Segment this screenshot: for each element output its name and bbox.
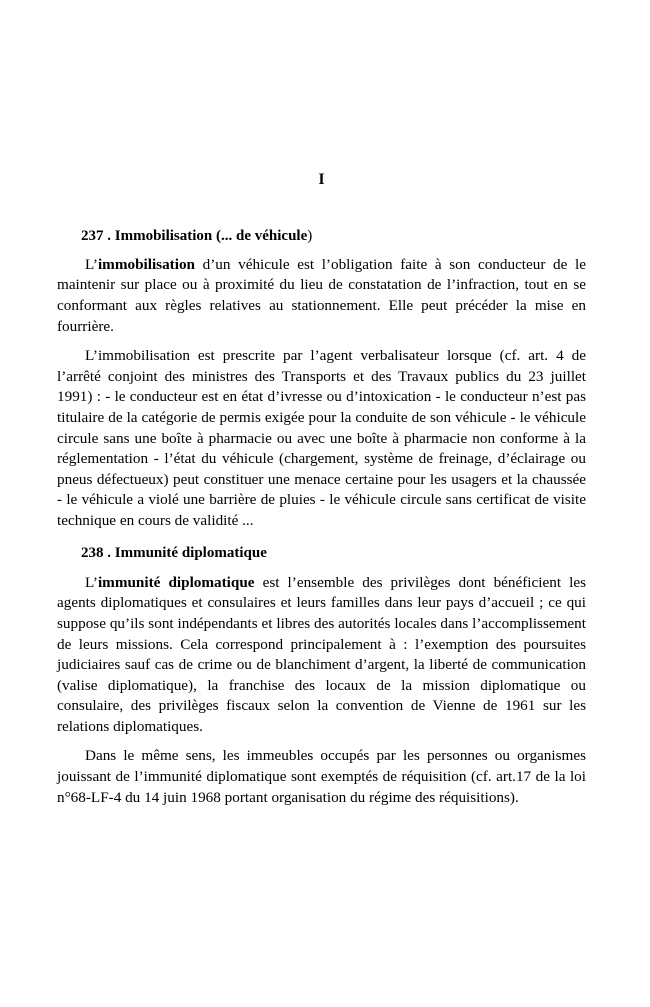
paragraph-238-2 bbox=[57, 746, 586, 808]
section-heading-237 bbox=[57, 226, 586, 246]
section-heading-238 bbox=[57, 543, 586, 563]
section-heading-238-bold: 238 . Immunité diplomatique bbox=[81, 545, 267, 562]
paragraph-238-1-lead: L’ bbox=[85, 573, 98, 591]
paragraph-237-1 bbox=[57, 255, 586, 337]
section-heading-237-tail: ) bbox=[307, 227, 313, 244]
section-238 bbox=[57, 543, 586, 808]
paragraph-237-1-lead: L’ bbox=[85, 255, 98, 273]
section-237 bbox=[57, 226, 586, 532]
section-heading-237-bold: 237 . Immobilisation (... de véhicule bbox=[81, 227, 308, 244]
paragraph-238-1-term: immunité diplomatique bbox=[97, 573, 255, 591]
paragraph-237-1-term: immobilisation bbox=[97, 255, 195, 273]
paragraph-237-2 bbox=[57, 346, 586, 531]
paragraph-237-2-body: L’immobilisation est prescrite par l’agent verbalisateur lorsque (cf. art. 4 de l’arrêté conjoint des ministres des Transports et des Travaux publics du 23 juillet 1991) : - le conducteur est en état d’ivresse ou d’intoxication - le conducteur n’est pas titulaire de la catégorie de permis exigée pour la conduite de son véhicule - le véhicule circule sans une boîte à pharmacie ou avec une boîte à pharmacie non conforme à la réglementation - l’état du véhicule (chargement, système de freinage, d’éclairage ou pneus défectueux) peut constituer une menace certaine pour les usagers et la chaussée - le véhicule a violé une barrière de pluies - le véhicule circule sans certificat de visite technique en cours de validité ... bbox=[57, 347, 586, 529]
page-title: I bbox=[318, 171, 325, 188]
paragraph-238-2-body: Dans le même sens, les immeubles occupés par les personnes ou organismes jouissant de l’immunité diplomatique sont exemptés de réquisition (cf. art.17 de la loi n°68-LF-4 du 14 juin 1968 portant organisation du régime des réquisitions). bbox=[57, 747, 586, 806]
paragraph-237-1-body: d’un véhicule est l’obligation faite à son conducteur de le maintenir sur place ou à proximité du lieu de constatation de l’infraction, tout en se conformant aux règles relatives au stationnement. Elle peut précéder la mise en fourrière. bbox=[57, 255, 586, 335]
paragraph-238-1 bbox=[57, 573, 586, 738]
text-column bbox=[57, 0, 586, 808]
paragraph-238-1-body: est l’ensemble des privilèges dont bénéficient les agents diplomatiques et consulaires et leurs familles dans leur pays d’accueil ; ce qui suppose qu’ils sont indépendants et libres des autorités locales dans l’accomplissement de leurs missions. Cela correspond principalement à : l’exemption des poursuites judiciaires sauf cas de crime ou de blanchiment d’argent, la liberté de communication (valise diplomatique), la franchise des locaux de la mission diplomatique ou consulaire, des privilèges fiscaux selon la convention de Vienne de 1961 sur les relations diplomatiques. bbox=[57, 573, 586, 735]
